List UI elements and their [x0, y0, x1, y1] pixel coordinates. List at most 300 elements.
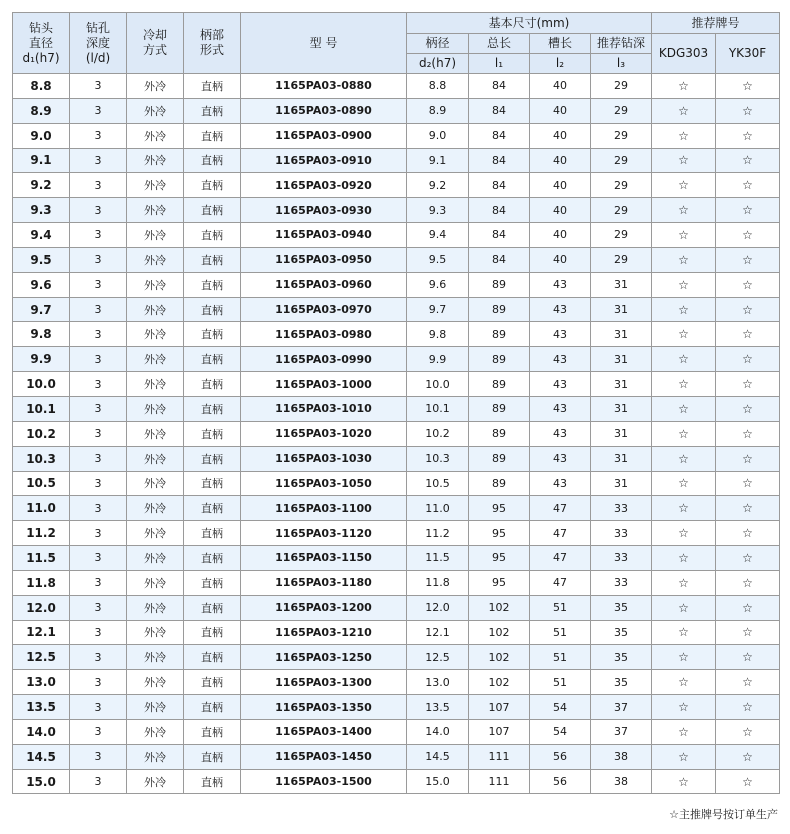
header-dim-name: 槽长	[530, 34, 591, 54]
cell-cooling: 外冷	[127, 670, 184, 695]
table-row	[13, 272, 780, 297]
cell-cooling: 外冷	[127, 297, 184, 322]
cell-total-length: 95	[469, 570, 530, 595]
cell-diameter: 14.5	[13, 744, 70, 769]
cell-grade-kdg303: ☆	[652, 272, 716, 297]
cell-model: 1165PA03-0990	[241, 347, 407, 372]
cell-grade-kdg303: ☆	[652, 744, 716, 769]
cell-drill-depth: 29	[591, 148, 652, 173]
cell-total-length: 89	[469, 446, 530, 471]
cell-grade-yk30f: ☆	[716, 396, 780, 421]
cell-diameter: 9.3	[13, 198, 70, 223]
cell-cooling: 外冷	[127, 74, 184, 99]
header-shank	[184, 13, 241, 74]
cell-drill-depth: 31	[591, 421, 652, 446]
cell-total-length: 102	[469, 645, 530, 670]
cell-flute-length: 40	[530, 247, 591, 272]
cell-depth: 3	[70, 98, 127, 123]
cell-depth: 3	[70, 123, 127, 148]
cell-diameter: 9.7	[13, 297, 70, 322]
cell-shank: 直柄	[184, 446, 241, 471]
cell-cooling: 外冷	[127, 198, 184, 223]
cell-model: 1165PA03-0880	[241, 74, 407, 99]
cell-drill-depth: 31	[591, 347, 652, 372]
cell-total-length: 89	[469, 322, 530, 347]
cell-shank: 直柄	[184, 744, 241, 769]
cell-total-length: 89	[469, 396, 530, 421]
cell-depth: 3	[70, 695, 127, 720]
cell-shank: 直柄	[184, 471, 241, 496]
cell-shank-diameter: 10.2	[407, 421, 469, 446]
cell-grade-yk30f: ☆	[716, 421, 780, 446]
cell-shank: 直柄	[184, 272, 241, 297]
header-grade-group: 推荐牌号	[652, 13, 780, 34]
cell-shank: 直柄	[184, 719, 241, 744]
cell-model: 1165PA03-1050	[241, 471, 407, 496]
cell-depth: 3	[70, 521, 127, 546]
cell-shank: 直柄	[184, 695, 241, 720]
cell-shank: 直柄	[184, 620, 241, 645]
cell-diameter: 10.2	[13, 421, 70, 446]
cell-shank-diameter: 9.8	[407, 322, 469, 347]
header-depth-line: (l/d)	[85, 50, 111, 65]
cell-grade-yk30f: ☆	[716, 322, 780, 347]
cell-shank: 直柄	[184, 546, 241, 571]
cell-drill-depth: 38	[591, 744, 652, 769]
cell-cooling: 外冷	[127, 496, 184, 521]
cell-shank: 直柄	[184, 198, 241, 223]
cell-diameter: 12.1	[13, 620, 70, 645]
cell-model: 1165PA03-1010	[241, 396, 407, 421]
cell-total-length: 84	[469, 198, 530, 223]
cell-diameter: 13.0	[13, 670, 70, 695]
cell-cooling: 外冷	[127, 595, 184, 620]
cell-total-length: 111	[469, 769, 530, 794]
cell-flute-length: 51	[530, 595, 591, 620]
cell-shank-diameter: 10.5	[407, 471, 469, 496]
cell-diameter: 15.0	[13, 769, 70, 794]
cell-depth: 3	[70, 272, 127, 297]
table-row	[13, 322, 780, 347]
cell-flute-length: 43	[530, 372, 591, 397]
cell-depth: 3	[70, 347, 127, 372]
table-row	[13, 347, 780, 372]
cell-model: 1165PA03-1500	[241, 769, 407, 794]
cell-model: 1165PA03-1180	[241, 570, 407, 595]
cell-depth: 3	[70, 620, 127, 645]
cell-shank: 直柄	[184, 148, 241, 173]
header-depth	[70, 13, 127, 74]
header-model: 型 号	[241, 13, 407, 74]
cell-drill-depth: 29	[591, 74, 652, 99]
cell-shank-diameter: 12.1	[407, 620, 469, 645]
header-dim-name: 推荐钻深	[591, 34, 652, 54]
cell-depth: 3	[70, 297, 127, 322]
cell-depth: 3	[70, 496, 127, 521]
cell-total-length: 95	[469, 546, 530, 571]
cell-shank-diameter: 9.0	[407, 123, 469, 148]
cell-shank-diameter: 9.2	[407, 173, 469, 198]
cell-grade-yk30f: ☆	[716, 695, 780, 720]
cell-depth: 3	[70, 396, 127, 421]
cell-depth: 3	[70, 148, 127, 173]
cell-total-length: 89	[469, 297, 530, 322]
cell-grade-kdg303: ☆	[652, 297, 716, 322]
cell-cooling: 外冷	[127, 695, 184, 720]
cell-grade-kdg303: ☆	[652, 521, 716, 546]
cell-depth: 3	[70, 769, 127, 794]
cell-diameter: 14.0	[13, 719, 70, 744]
cell-shank: 直柄	[184, 496, 241, 521]
cell-grade-kdg303: ☆	[652, 719, 716, 744]
cell-flute-length: 40	[530, 148, 591, 173]
cell-drill-depth: 31	[591, 322, 652, 347]
cell-flute-length: 51	[530, 620, 591, 645]
cell-model: 1165PA03-1400	[241, 719, 407, 744]
cell-model: 1165PA03-1020	[241, 421, 407, 446]
cell-grade-yk30f: ☆	[716, 247, 780, 272]
cell-shank: 直柄	[184, 421, 241, 446]
cell-cooling: 外冷	[127, 372, 184, 397]
cell-total-length: 102	[469, 620, 530, 645]
cell-diameter: 9.0	[13, 123, 70, 148]
table-header	[13, 13, 780, 74]
header-dim-symbol: d₂(h7)	[407, 54, 469, 74]
cell-grade-kdg303: ☆	[652, 769, 716, 794]
cell-cooling: 外冷	[127, 322, 184, 347]
cell-model: 1165PA03-1210	[241, 620, 407, 645]
cell-grade-yk30f: ☆	[716, 670, 780, 695]
header-shank-line: 形式	[199, 43, 224, 57]
cell-depth: 3	[70, 247, 127, 272]
cell-grade-kdg303: ☆	[652, 247, 716, 272]
cell-drill-depth: 35	[591, 645, 652, 670]
cell-drill-depth: 37	[591, 695, 652, 720]
cell-shank: 直柄	[184, 247, 241, 272]
cell-model: 1165PA03-0890	[241, 98, 407, 123]
cell-drill-depth: 35	[591, 595, 652, 620]
cell-cooling: 外冷	[127, 123, 184, 148]
header-diameter	[13, 13, 70, 74]
cell-grade-yk30f: ☆	[716, 223, 780, 248]
cell-grade-yk30f: ☆	[716, 620, 780, 645]
cell-grade-kdg303: ☆	[652, 173, 716, 198]
cell-drill-depth: 31	[591, 396, 652, 421]
cell-flute-length: 47	[530, 570, 591, 595]
cell-shank-diameter: 9.7	[407, 297, 469, 322]
cell-total-length: 89	[469, 272, 530, 297]
cell-diameter: 13.5	[13, 695, 70, 720]
cell-grade-kdg303: ☆	[652, 148, 716, 173]
cell-grade-kdg303: ☆	[652, 98, 716, 123]
cell-cooling: 外冷	[127, 645, 184, 670]
cell-drill-depth: 29	[591, 198, 652, 223]
table-row	[13, 173, 780, 198]
header-dim-name: 柄径	[407, 34, 469, 54]
cell-grade-yk30f: ☆	[716, 173, 780, 198]
cell-drill-depth: 29	[591, 247, 652, 272]
cell-grade-yk30f: ☆	[716, 446, 780, 471]
cell-model: 1165PA03-0930	[241, 198, 407, 223]
cell-grade-yk30f: ☆	[716, 521, 780, 546]
cell-total-length: 89	[469, 471, 530, 496]
table-row	[13, 546, 780, 571]
cell-shank: 直柄	[184, 173, 241, 198]
table-row	[13, 769, 780, 794]
cell-model: 1165PA03-1100	[241, 496, 407, 521]
cell-flute-length: 43	[530, 347, 591, 372]
cell-grade-kdg303: ☆	[652, 595, 716, 620]
header-grade: YK30F	[716, 34, 780, 74]
header-cooling-line: 方式	[142, 43, 167, 57]
cell-total-length: 95	[469, 521, 530, 546]
cell-depth: 3	[70, 198, 127, 223]
cell-cooling: 外冷	[127, 223, 184, 248]
cell-drill-depth: 33	[591, 496, 652, 521]
cell-grade-kdg303: ☆	[652, 446, 716, 471]
cell-grade-yk30f: ☆	[716, 148, 780, 173]
cell-diameter: 11.0	[13, 496, 70, 521]
cell-cooling: 外冷	[127, 98, 184, 123]
cell-cooling: 外冷	[127, 173, 184, 198]
table-row	[13, 297, 780, 322]
table-row	[13, 620, 780, 645]
cell-grade-kdg303: ☆	[652, 372, 716, 397]
table-body	[13, 74, 780, 794]
cell-flute-length: 51	[530, 645, 591, 670]
cell-diameter: 10.0	[13, 372, 70, 397]
cell-model: 1165PA03-1200	[241, 595, 407, 620]
cell-shank: 直柄	[184, 595, 241, 620]
cell-drill-depth: 35	[591, 620, 652, 645]
cell-depth: 3	[70, 595, 127, 620]
cell-grade-kdg303: ☆	[652, 546, 716, 571]
cell-grade-yk30f: ☆	[716, 744, 780, 769]
table-row	[13, 123, 780, 148]
header-dim-symbol: l₂	[530, 54, 591, 74]
cell-model: 1165PA03-0910	[241, 148, 407, 173]
cell-total-length: 95	[469, 496, 530, 521]
cell-diameter: 12.5	[13, 645, 70, 670]
cell-total-length: 89	[469, 372, 530, 397]
cell-shank-diameter: 14.5	[407, 744, 469, 769]
cell-shank: 直柄	[184, 521, 241, 546]
cell-model: 1165PA03-0950	[241, 247, 407, 272]
cell-total-length: 107	[469, 719, 530, 744]
cell-shank: 直柄	[184, 98, 241, 123]
cell-drill-depth: 31	[591, 272, 652, 297]
cell-total-length: 111	[469, 744, 530, 769]
cell-flute-length: 40	[530, 223, 591, 248]
table-row	[13, 471, 780, 496]
cell-diameter: 10.3	[13, 446, 70, 471]
cell-flute-length: 43	[530, 272, 591, 297]
cell-shank: 直柄	[184, 123, 241, 148]
cell-diameter: 8.9	[13, 98, 70, 123]
cell-diameter: 9.5	[13, 247, 70, 272]
cell-flute-length: 56	[530, 769, 591, 794]
cell-total-length: 84	[469, 148, 530, 173]
cell-drill-depth: 38	[591, 769, 652, 794]
cell-diameter: 12.0	[13, 595, 70, 620]
cell-depth: 3	[70, 546, 127, 571]
header-cooling	[127, 13, 184, 74]
cell-flute-length: 43	[530, 396, 591, 421]
cell-model: 1165PA03-1350	[241, 695, 407, 720]
cell-flute-length: 47	[530, 496, 591, 521]
cell-drill-depth: 33	[591, 546, 652, 571]
cell-model: 1165PA03-1120	[241, 521, 407, 546]
cell-grade-kdg303: ☆	[652, 347, 716, 372]
footnote: ☆主推牌号按订单生产	[669, 808, 778, 821]
cell-shank-diameter: 9.9	[407, 347, 469, 372]
cell-cooling: 外冷	[127, 148, 184, 173]
cell-cooling: 外冷	[127, 347, 184, 372]
cell-shank-diameter: 15.0	[407, 769, 469, 794]
cell-flute-length: 56	[530, 744, 591, 769]
table-row	[13, 98, 780, 123]
cell-shank: 直柄	[184, 372, 241, 397]
cell-depth: 3	[70, 471, 127, 496]
cell-depth: 3	[70, 645, 127, 670]
cell-flute-length: 47	[530, 546, 591, 571]
cell-total-length: 89	[469, 347, 530, 372]
cell-shank: 直柄	[184, 297, 241, 322]
cell-model: 1165PA03-0940	[241, 223, 407, 248]
cell-diameter: 10.5	[13, 471, 70, 496]
cell-model: 1165PA03-1250	[241, 645, 407, 670]
header-diameter-line: 直径	[28, 35, 53, 50]
table-row	[13, 695, 780, 720]
cell-total-length: 84	[469, 123, 530, 148]
cell-grade-yk30f: ☆	[716, 546, 780, 571]
cell-cooling: 外冷	[127, 620, 184, 645]
cell-diameter: 9.8	[13, 322, 70, 347]
cell-drill-depth: 31	[591, 446, 652, 471]
cell-grade-kdg303: ☆	[652, 496, 716, 521]
cell-shank-diameter: 9.5	[407, 247, 469, 272]
cell-model: 1165PA03-1000	[241, 372, 407, 397]
cell-diameter: 10.1	[13, 396, 70, 421]
cell-total-length: 84	[469, 173, 530, 198]
cell-drill-depth: 35	[591, 670, 652, 695]
cell-depth: 3	[70, 744, 127, 769]
cell-shank-diameter: 11.8	[407, 570, 469, 595]
cell-shank-diameter: 9.3	[407, 198, 469, 223]
cell-grade-kdg303: ☆	[652, 570, 716, 595]
header-shank-line: 柄部	[199, 28, 224, 42]
cell-total-length: 102	[469, 670, 530, 695]
header-diameter-line: 钻头	[28, 20, 53, 35]
cell-shank-diameter: 13.5	[407, 695, 469, 720]
cell-drill-depth: 33	[591, 521, 652, 546]
cell-shank: 直柄	[184, 223, 241, 248]
cell-shank: 直柄	[184, 74, 241, 99]
cell-cooling: 外冷	[127, 247, 184, 272]
header-grade: KDG303	[652, 34, 716, 74]
cell-total-length: 84	[469, 74, 530, 99]
cell-cooling: 外冷	[127, 396, 184, 421]
cell-depth: 3	[70, 223, 127, 248]
cell-diameter: 9.2	[13, 173, 70, 198]
table-row	[13, 446, 780, 471]
cell-cooling: 外冷	[127, 521, 184, 546]
cell-depth: 3	[70, 372, 127, 397]
cell-diameter: 11.8	[13, 570, 70, 595]
cell-grade-kdg303: ☆	[652, 223, 716, 248]
cell-shank-diameter: 9.4	[407, 223, 469, 248]
cell-grade-kdg303: ☆	[652, 471, 716, 496]
cell-shank-diameter: 13.0	[407, 670, 469, 695]
cell-total-length: 84	[469, 223, 530, 248]
cell-shank: 直柄	[184, 670, 241, 695]
cell-grade-yk30f: ☆	[716, 645, 780, 670]
cell-drill-depth: 31	[591, 372, 652, 397]
cell-flute-length: 43	[530, 421, 591, 446]
cell-flute-length: 43	[530, 322, 591, 347]
cell-grade-kdg303: ☆	[652, 396, 716, 421]
cell-flute-length: 40	[530, 98, 591, 123]
cell-diameter: 9.6	[13, 272, 70, 297]
cell-flute-length: 54	[530, 695, 591, 720]
cell-cooling: 外冷	[127, 446, 184, 471]
table-row	[13, 223, 780, 248]
cell-flute-length: 40	[530, 173, 591, 198]
header-dim-name: 总长	[469, 34, 530, 54]
cell-grade-yk30f: ☆	[716, 769, 780, 794]
cell-total-length: 84	[469, 247, 530, 272]
cell-drill-depth: 29	[591, 223, 652, 248]
cell-cooling: 外冷	[127, 471, 184, 496]
cell-model: 1165PA03-0960	[241, 272, 407, 297]
cell-grade-kdg303: ☆	[652, 198, 716, 223]
cell-cooling: 外冷	[127, 421, 184, 446]
cell-drill-depth: 31	[591, 471, 652, 496]
header-dim-symbol: l₁	[469, 54, 530, 74]
cell-grade-yk30f: ☆	[716, 98, 780, 123]
table-row	[13, 570, 780, 595]
cell-depth: 3	[70, 570, 127, 595]
cell-grade-yk30f: ☆	[716, 570, 780, 595]
cell-grade-yk30f: ☆	[716, 272, 780, 297]
table-row	[13, 421, 780, 446]
cell-shank-diameter: 14.0	[407, 719, 469, 744]
cell-grade-yk30f: ☆	[716, 595, 780, 620]
cell-total-length: 89	[469, 421, 530, 446]
cell-shank-diameter: 10.1	[407, 396, 469, 421]
cell-flute-length: 40	[530, 123, 591, 148]
cell-model: 1165PA03-1450	[241, 744, 407, 769]
table-row	[13, 247, 780, 272]
cell-cooling: 外冷	[127, 769, 184, 794]
cell-grade-yk30f: ☆	[716, 198, 780, 223]
cell-grade-yk30f: ☆	[716, 372, 780, 397]
cell-flute-length: 47	[530, 521, 591, 546]
cell-cooling: 外冷	[127, 546, 184, 571]
cell-drill-depth: 29	[591, 123, 652, 148]
cell-shank: 直柄	[184, 645, 241, 670]
table-row	[13, 521, 780, 546]
cell-grade-yk30f: ☆	[716, 123, 780, 148]
table-row	[13, 396, 780, 421]
cell-shank-diameter: 8.9	[407, 98, 469, 123]
table-row	[13, 719, 780, 744]
cell-diameter: 11.5	[13, 546, 70, 571]
cell-diameter: 9.4	[13, 223, 70, 248]
cell-model: 1165PA03-1150	[241, 546, 407, 571]
cell-flute-length: 51	[530, 670, 591, 695]
cell-depth: 3	[70, 74, 127, 99]
